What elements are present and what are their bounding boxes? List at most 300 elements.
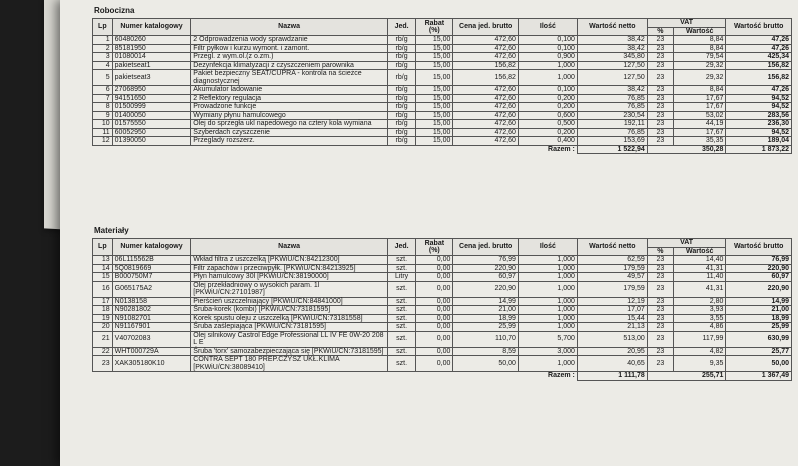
cell-unit-price: 8,59 (453, 347, 519, 356)
cell-lp: 7 (93, 94, 113, 103)
table-row (93, 281, 792, 297)
cell-gross-value: 47,26 (726, 44, 792, 53)
cell-vat-value: 4,86 (673, 323, 725, 332)
cell-unit-price: 220,90 (453, 281, 519, 297)
cell-vat-value: 11,40 (673, 273, 725, 282)
col-gross-value: Wartość brutto (726, 19, 792, 36)
cell-unit-price: 60,97 (453, 273, 519, 282)
cell-unit-price: 472,60 (453, 103, 519, 112)
cell-quantity: 1,000 (518, 314, 577, 323)
total-vat: 255,71 (647, 372, 726, 381)
cell-catalog-number: B000750M7 (112, 273, 191, 282)
table-row (93, 314, 792, 323)
cell-name: Pierścień uszczelniający [PKWiU/CN:84841000] (191, 297, 388, 306)
cell-discount: 0,00 (416, 347, 453, 356)
cell-quantity: 1,000 (518, 273, 577, 282)
cell-lp: 15 (93, 273, 113, 282)
cell-quantity: 1,000 (518, 297, 577, 306)
cell-vat-value: 3,55 (673, 314, 725, 323)
cell-gross-value: 47,26 (726, 86, 792, 95)
cell-net-value: 76,85 (577, 103, 647, 112)
cell-unit-price: 18,99 (453, 314, 519, 323)
cell-gross-value: 25,99 (726, 323, 792, 332)
table-row (93, 53, 792, 62)
table-row (93, 323, 792, 332)
cell-net-value: 38,42 (577, 36, 647, 45)
cell-vat-percent: 23 (647, 314, 673, 323)
cell-vat-value: 9,35 (673, 356, 725, 372)
cell-name: Wymiany płynu hamulcowego (191, 111, 388, 120)
col-unit-price: Cena jed. brutto (453, 239, 519, 256)
cell-vat-value: 8,84 (673, 36, 725, 45)
cell-net-value: 76,85 (577, 94, 647, 103)
cell-catalog-number: 01500999 (112, 103, 191, 112)
col-quantity: Ilość (518, 239, 577, 256)
cell-lp: 13 (93, 256, 113, 265)
cell-unit: szt. (387, 314, 415, 323)
cell-discount: 15,00 (416, 128, 453, 137)
cell-catalog-number: XAK305180K10 (112, 356, 191, 372)
cell-net-value: 20,95 (577, 347, 647, 356)
cell-quantity: 1,000 (518, 256, 577, 265)
col-vat-value: Wartość (673, 27, 725, 36)
cell-vat-percent: 23 (647, 264, 673, 273)
col-name: Nazwa (191, 19, 388, 36)
cell-unit-price: 472,60 (453, 53, 519, 62)
cell-vat-percent: 23 (647, 356, 673, 372)
cell-catalog-number: 01390050 (112, 137, 191, 146)
cell-unit: szt. (387, 297, 415, 306)
cell-name: Olej przekładniowy o wysokich param. 1l [PKWiU/CN:27101987] (191, 281, 388, 297)
cell-vat-value: 79,54 (673, 53, 725, 62)
cell-unit: szt. (387, 264, 415, 273)
cell-quantity: 0,100 (518, 86, 577, 95)
cell-name: Dezynfekcja klimatyzacji z czyszczeniem parownika (191, 61, 388, 70)
cell-unit-price: 156,82 (453, 61, 519, 70)
cell-catalog-number: 94151650 (112, 94, 191, 103)
cell-vat-percent: 23 (647, 36, 673, 45)
cell-vat-value: 117,99 (673, 331, 725, 347)
cell-unit: szt. (387, 306, 415, 315)
cell-lp: 5 (93, 70, 113, 86)
cell-quantity: 5,700 (518, 331, 577, 347)
total-row (93, 372, 792, 381)
table-row (93, 306, 792, 315)
cell-discount: 15,00 (416, 111, 453, 120)
col-net-value: Wartość netto (577, 239, 647, 256)
cell-unit-price: 472,60 (453, 36, 519, 45)
cell-unit: szt. (387, 323, 415, 332)
cell-quantity: 1,000 (518, 70, 577, 86)
cell-discount: 15,00 (416, 61, 453, 70)
cell-unit-price: 21,00 (453, 306, 519, 315)
cell-lp: 8 (93, 103, 113, 112)
cell-gross-value: 630,99 (726, 331, 792, 347)
cell-lp: 4 (93, 61, 113, 70)
table-row (93, 86, 792, 95)
cell-net-value: 192,11 (577, 120, 647, 129)
cell-catalog-number: V40702083 (112, 331, 191, 347)
cell-unit-price: 220,90 (453, 264, 519, 273)
invoice-sheet (60, 0, 798, 466)
cell-unit-price: 472,60 (453, 44, 519, 53)
cell-unit-price: 50,00 (453, 356, 519, 372)
labour-table (92, 18, 792, 154)
cell-vat-value: 53,02 (673, 111, 725, 120)
cell-quantity: 0,400 (518, 137, 577, 146)
cell-gross-value: 60,97 (726, 273, 792, 282)
cell-unit-price: 472,60 (453, 128, 519, 137)
cell-discount: 0,00 (416, 314, 453, 323)
cell-lp: 16 (93, 281, 113, 297)
cell-unit: szt. (387, 356, 415, 372)
cell-unit: rb/g (387, 53, 415, 62)
table-row (93, 111, 792, 120)
cell-vat-value: 17,67 (673, 94, 725, 103)
cell-unit: rb/g (387, 61, 415, 70)
cell-name: CONTRA SEPT 180 PREP.CZYSZ UKŁ.KLIMA [PKWiU/CN:38089410] (191, 356, 388, 372)
cell-discount: 15,00 (416, 120, 453, 129)
cell-vat-value: 41,31 (673, 264, 725, 273)
cell-gross-value: 94,52 (726, 128, 792, 137)
cell-vat-value: 14,40 (673, 256, 725, 265)
total-gross: 1 367,49 (726, 372, 792, 381)
cell-catalog-number: 01575550 (112, 120, 191, 129)
cell-lp: 18 (93, 306, 113, 315)
cell-discount: 0,00 (416, 297, 453, 306)
cell-vat-percent: 23 (647, 347, 673, 356)
cell-vat-value: 35,35 (673, 137, 725, 146)
cell-name: Śruba-korek (kombi) [PKWiU/CN:73181595] (191, 306, 388, 315)
cell-unit: szt. (387, 256, 415, 265)
cell-name: Olej silnikowy Castrol Edge Professional LL IV FE 0W-20 208 L E (191, 331, 388, 347)
cell-vat-value: 44,19 (673, 120, 725, 129)
cell-catalog-number: N91167901 (112, 323, 191, 332)
cell-vat-percent: 23 (647, 128, 673, 137)
cell-vat-value: 3,93 (673, 306, 725, 315)
cell-name: Pakiet bezpieczny SEAT/CUPRA - kontrola na ścieżce diagnostycznej (191, 70, 388, 86)
cell-name: 2 Odprowadzenia wody sprawdzanie (191, 36, 388, 45)
cell-quantity: 0,600 (518, 111, 577, 120)
cell-discount: 0,00 (416, 281, 453, 297)
cell-vat-percent: 23 (647, 86, 673, 95)
cell-unit: rb/g (387, 128, 415, 137)
cell-lp: 2 (93, 44, 113, 53)
cell-quantity: 1,000 (518, 323, 577, 332)
cell-discount: 15,00 (416, 137, 453, 146)
cell-catalog-number: 01400050 (112, 111, 191, 120)
cell-vat-value: 2,80 (673, 297, 725, 306)
cell-vat-percent: 23 (647, 306, 673, 315)
cell-vat-percent: 23 (647, 111, 673, 120)
cell-gross-value: 14,99 (726, 297, 792, 306)
cell-net-value: 179,59 (577, 264, 647, 273)
cell-lp: 12 (93, 137, 113, 146)
cell-net-value: 153,69 (577, 137, 647, 146)
cell-net-value: 40,65 (577, 356, 647, 372)
table-row (93, 356, 792, 372)
cell-unit-price: 472,60 (453, 120, 519, 129)
cell-discount: 0,00 (416, 264, 453, 273)
cell-lp: 14 (93, 264, 113, 273)
cell-lp: 11 (93, 128, 113, 137)
col-unit-price: Cena jed. brutto (453, 19, 519, 36)
col-vat-percent: % (647, 247, 673, 256)
cell-catalog-number: 27068950 (112, 86, 191, 95)
cell-catalog-number: 60480260 (112, 36, 191, 45)
cell-catalog-number: 06L115562B (112, 256, 191, 265)
cell-vat-percent: 23 (647, 256, 673, 265)
col-discount: Rabat (%) (416, 19, 453, 36)
cell-vat-value: 4,82 (673, 347, 725, 356)
cell-discount: 15,00 (416, 36, 453, 45)
cell-vat-value: 17,67 (673, 103, 725, 112)
cell-catalog-number: 5Q0819669 (112, 264, 191, 273)
cell-quantity: 1,000 (518, 306, 577, 315)
cell-unit-price: 472,60 (453, 111, 519, 120)
cell-name: Śruba 'torx' samozabezpieczająca się [PKWiU/CN:73181595] (191, 347, 388, 356)
cell-unit: rb/g (387, 103, 415, 112)
cell-discount: 0,00 (416, 323, 453, 332)
cell-catalog-number: 85181950 (112, 44, 191, 53)
cell-lp: 9 (93, 111, 113, 120)
cell-vat-value: 8,84 (673, 86, 725, 95)
cell-unit-price: 14,99 (453, 297, 519, 306)
cell-discount: 15,00 (416, 86, 453, 95)
cell-lp: 21 (93, 331, 113, 347)
cell-lp: 22 (93, 347, 113, 356)
cell-discount: 15,00 (416, 53, 453, 62)
cell-unit-price: 110,70 (453, 331, 519, 347)
header-row (93, 239, 792, 248)
cell-name: Przegl. z wym.ol.(z o.zm.) (191, 53, 388, 62)
cell-unit-price: 156,82 (453, 70, 519, 86)
cell-vat-percent: 23 (647, 120, 673, 129)
cell-unit: szt. (387, 281, 415, 297)
cell-catalog-number: N0138158 (112, 297, 191, 306)
cell-unit: rb/g (387, 120, 415, 129)
cell-unit: rb/g (387, 94, 415, 103)
col-vat-value: Wartość (673, 247, 725, 256)
cell-lp: 23 (93, 356, 113, 372)
cell-vat-percent: 23 (647, 61, 673, 70)
cell-quantity: 0,100 (518, 36, 577, 45)
cell-gross-value: 156,82 (726, 70, 792, 86)
materials-table (92, 238, 792, 381)
cell-net-value: 12,19 (577, 297, 647, 306)
cell-name: Płyn hamulcowy 30l [PKWiU/CN:38190000] (191, 273, 388, 282)
cell-vat-percent: 23 (647, 53, 673, 62)
cell-unit-price: 25,99 (453, 323, 519, 332)
cell-vat-percent: 23 (647, 323, 673, 332)
col-catalog-number: Numer katalogowy (112, 19, 191, 36)
cell-unit-price: 76,99 (453, 256, 519, 265)
cell-vat-percent: 23 (647, 94, 673, 103)
table-row (93, 256, 792, 265)
cell-unit: rb/g (387, 111, 415, 120)
cell-lp: 1 (93, 36, 113, 45)
cell-unit: rb/g (387, 86, 415, 95)
col-unit: Jed. (387, 239, 415, 256)
cell-vat-percent: 23 (647, 331, 673, 347)
cell-gross-value: 25,77 (726, 347, 792, 356)
cell-vat-value: 29,32 (673, 70, 725, 86)
cell-quantity: 0,200 (518, 103, 577, 112)
total-label: Razem : (548, 372, 575, 380)
cell-net-value: 17,07 (577, 306, 647, 315)
col-net-value: Wartość netto (577, 19, 647, 36)
cell-gross-value: 283,56 (726, 111, 792, 120)
col-vat-percent: % (647, 27, 673, 36)
total-gross: 1 873,22 (726, 145, 792, 154)
cell-vat-percent: 23 (647, 137, 673, 146)
total-vat: 350,28 (647, 145, 726, 154)
cell-unit: Litry (387, 273, 415, 282)
total-net: 1 111,78 (577, 372, 647, 381)
cell-gross-value: 47,26 (726, 36, 792, 45)
cell-name: Akumulator ladowanie (191, 86, 388, 95)
cell-vat-value: 41,31 (673, 281, 725, 297)
col-gross-value: Wartość brutto (726, 239, 792, 256)
section-title-labour: Robocizna (94, 6, 135, 15)
table-row (93, 70, 792, 86)
cell-name: Filtr pyłkow i kurzu wymont. i zamont. (191, 44, 388, 53)
table-row (93, 36, 792, 45)
col-unit: Jed. (387, 19, 415, 36)
cell-catalog-number: pakietseat3 (112, 70, 191, 86)
cell-lp: 6 (93, 86, 113, 95)
cell-discount: 0,00 (416, 331, 453, 347)
cell-vat-percent: 23 (647, 273, 673, 282)
col-discount: Rabat (%) (416, 239, 453, 256)
table-row (93, 44, 792, 53)
cell-lp: 10 (93, 120, 113, 129)
cell-discount: 15,00 (416, 94, 453, 103)
header-row (93, 19, 792, 28)
cell-quantity: 0,900 (518, 53, 577, 62)
cell-discount: 0,00 (416, 306, 453, 315)
col-vat: VAT (647, 239, 726, 248)
cell-net-value: 230,54 (577, 111, 647, 120)
cell-quantity: 1,000 (518, 281, 577, 297)
cell-discount: 15,00 (416, 70, 453, 86)
cell-vat-value: 17,67 (673, 128, 725, 137)
cell-quantity: 0,200 (518, 94, 577, 103)
cell-unit: szt. (387, 331, 415, 347)
cell-discount: 0,00 (416, 273, 453, 282)
cell-unit: rb/g (387, 70, 415, 86)
table-row (93, 297, 792, 306)
table-row (93, 128, 792, 137)
table-row (93, 61, 792, 70)
cell-discount: 15,00 (416, 44, 453, 53)
cell-name: Śruba zaślepiająca [PKWiU/CN:73181595] (191, 323, 388, 332)
cell-net-value: 345,80 (577, 53, 647, 62)
cell-gross-value: 156,82 (726, 61, 792, 70)
cell-name: Prowadzone funkcje (191, 103, 388, 112)
cell-name: Filtr zapachów i przeciwpyłk. [PKWiU/CN:84213925] (191, 264, 388, 273)
cell-name: Wkład filtra z uszczelką [PKWiU/CN:84212300] (191, 256, 388, 265)
col-catalog-number: Numer katalogowy (112, 239, 191, 256)
cell-quantity: 0,200 (518, 128, 577, 137)
cell-catalog-number: WHT000729A (112, 347, 191, 356)
cell-unit: rb/g (387, 44, 415, 53)
cell-net-value: 127,50 (577, 61, 647, 70)
table-row (93, 120, 792, 129)
cell-discount: 0,00 (416, 256, 453, 265)
cell-net-value: 21,13 (577, 323, 647, 332)
cell-gross-value: 189,04 (726, 137, 792, 146)
section-title-materials: Materiały (94, 226, 129, 235)
cell-quantity: 0,500 (518, 120, 577, 129)
cell-name: Korek spustu oleju z uszczelką [PKWiU/CN:73181558] (191, 314, 388, 323)
cell-net-value: 513,00 (577, 331, 647, 347)
cell-net-value: 62,59 (577, 256, 647, 265)
cell-quantity: 0,100 (518, 44, 577, 53)
cell-discount: 0,00 (416, 356, 453, 372)
cell-catalog-number: 01080014 (112, 53, 191, 62)
cell-gross-value: 220,90 (726, 264, 792, 273)
cell-gross-value: 425,34 (726, 53, 792, 62)
cell-catalog-number: 60052950 (112, 128, 191, 137)
cell-gross-value: 21,00 (726, 306, 792, 315)
cell-quantity: 1,000 (518, 356, 577, 372)
cell-vat-percent: 23 (647, 297, 673, 306)
cell-net-value: 76,85 (577, 128, 647, 137)
cell-vat-percent: 23 (647, 103, 673, 112)
cell-unit: szt. (387, 347, 415, 356)
cell-lp: 19 (93, 314, 113, 323)
table-row (93, 264, 792, 273)
cell-unit: rb/g (387, 36, 415, 45)
col-name: Nazwa (191, 239, 388, 256)
cell-catalog-number: N91082701 (112, 314, 191, 323)
cell-net-value: 49,57 (577, 273, 647, 282)
cell-net-value: 15,44 (577, 314, 647, 323)
cell-gross-value: 50,00 (726, 356, 792, 372)
cell-vat-value: 8,84 (673, 44, 725, 53)
table-row (93, 137, 792, 146)
cell-gross-value: 220,90 (726, 281, 792, 297)
cell-net-value: 127,50 (577, 70, 647, 86)
col-quantity: Ilość (518, 19, 577, 36)
cell-catalog-number: G065175A2 (112, 281, 191, 297)
total-row (93, 145, 792, 154)
cell-quantity: 3,000 (518, 347, 577, 356)
cell-unit-price: 472,60 (453, 94, 519, 103)
cell-name: Szyberdach czyszczenie (191, 128, 388, 137)
col-lp: Lp (93, 239, 113, 256)
table-row (93, 331, 792, 347)
cell-catalog-number: N90281802 (112, 306, 191, 315)
cell-name: Przeglady rozszerz. (191, 137, 388, 146)
cell-vat-percent: 23 (647, 281, 673, 297)
total-label: Razem : (548, 145, 575, 153)
cell-quantity: 1,000 (518, 61, 577, 70)
cell-vat-value: 29,32 (673, 61, 725, 70)
cell-name: Olej do sprzegła ukl napedowego na cztery kola wymiana (191, 120, 388, 129)
cell-net-value: 38,42 (577, 86, 647, 95)
cell-net-value: 38,42 (577, 44, 647, 53)
cell-vat-percent: 23 (647, 44, 673, 53)
cell-unit: rb/g (387, 137, 415, 146)
cell-lp: 20 (93, 323, 113, 332)
col-lp: Lp (93, 19, 113, 36)
table-row (93, 103, 792, 112)
table-row (93, 347, 792, 356)
cell-lp: 3 (93, 53, 113, 62)
cell-gross-value: 76,99 (726, 256, 792, 265)
